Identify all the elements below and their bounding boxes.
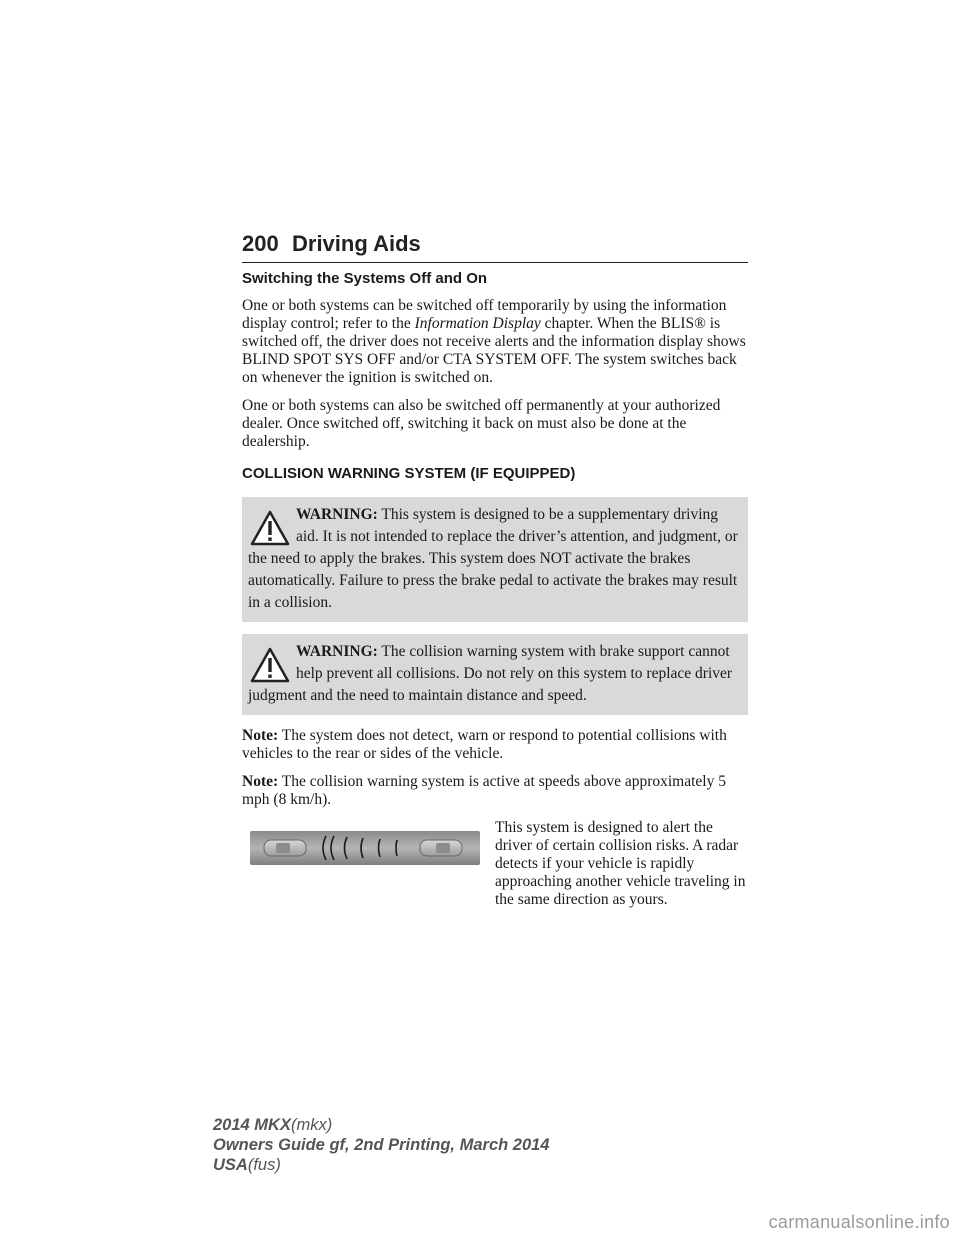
paragraph-temporary-off: One or both systems can be switched off temporarily by using the information display control; refer to the Information Display chapter. When the BLIS® is switched off, the driver does not receive alerts and the information display shows BLIND SPOT SYS OFF and/or CTA SYSTEM OFF. The system switches back on whenever the ignition is switched on. xyxy=(242,297,746,386)
collision-warning-display-icon xyxy=(250,831,480,865)
warning-box-1 xyxy=(242,497,748,622)
footer-line-model: 2014 MKX(mkx) xyxy=(213,1116,333,1134)
warning-label: WARNING: xyxy=(296,643,378,660)
system-description: This system is designed to alert the driver of certain collision risks. A radar detects if your vehicle is rapidly approaching another vehicle traveling in the same direction as yours. xyxy=(495,819,746,908)
figure-row xyxy=(242,819,748,929)
note-2 xyxy=(242,773,748,809)
footer-line-region: USA(fus) xyxy=(213,1156,281,1174)
chapter-title: Driving Aids xyxy=(292,231,421,256)
section-heading-collision: COLLISION WARNING SYSTEM (IF EQUIPPED) xyxy=(242,465,576,482)
warning-text: The collision warning system with brake support cannot help prevent all collisions. Do not rely on this system to replace driver judgment and the need to maintain distance and speed. xyxy=(248,643,733,704)
note-1 xyxy=(242,727,748,763)
note-label: Note: xyxy=(242,773,279,790)
note-text: The system does not detect, warn or respond to potential collisions with vehicles to the rear or sides of the vehicle. xyxy=(242,727,727,762)
paragraph-permanent-off: One or both systems can also be switched off permanently at your authorized dealer. Once switched off, switching it back on must also be done at the dealership. xyxy=(242,397,721,450)
page-header xyxy=(242,228,748,263)
warning-label: WARNING: xyxy=(296,506,378,523)
warning-triangle-icon xyxy=(250,510,290,546)
footer-line-edition: Owners Guide gf, 2nd Printing, March 2014 xyxy=(213,1136,550,1154)
note-text: The collision warning system is active at speeds above approximately 5 mph (8 km/h). xyxy=(242,773,726,808)
page-number: 200 xyxy=(242,231,279,256)
warning-text: This system is designed to be a supplementary driving aid. It is not intended to replace the driver’s attention, and judgment, or the need to apply the brakes. This system does NOT activate the brakes automatically. Failure to press the brake pedal to activate the brakes may result in a collision. xyxy=(248,506,738,611)
page-content xyxy=(242,270,748,929)
page-footer xyxy=(213,1115,550,1175)
chapter-reference: Information Display xyxy=(414,315,541,332)
warning-triangle-icon xyxy=(250,647,290,683)
section-heading-switching: Switching the Systems Off and On xyxy=(242,270,488,287)
note-label: Note: xyxy=(242,727,279,744)
warning-box-2 xyxy=(242,634,748,715)
watermark: carmanualsonline.info xyxy=(768,1212,950,1232)
